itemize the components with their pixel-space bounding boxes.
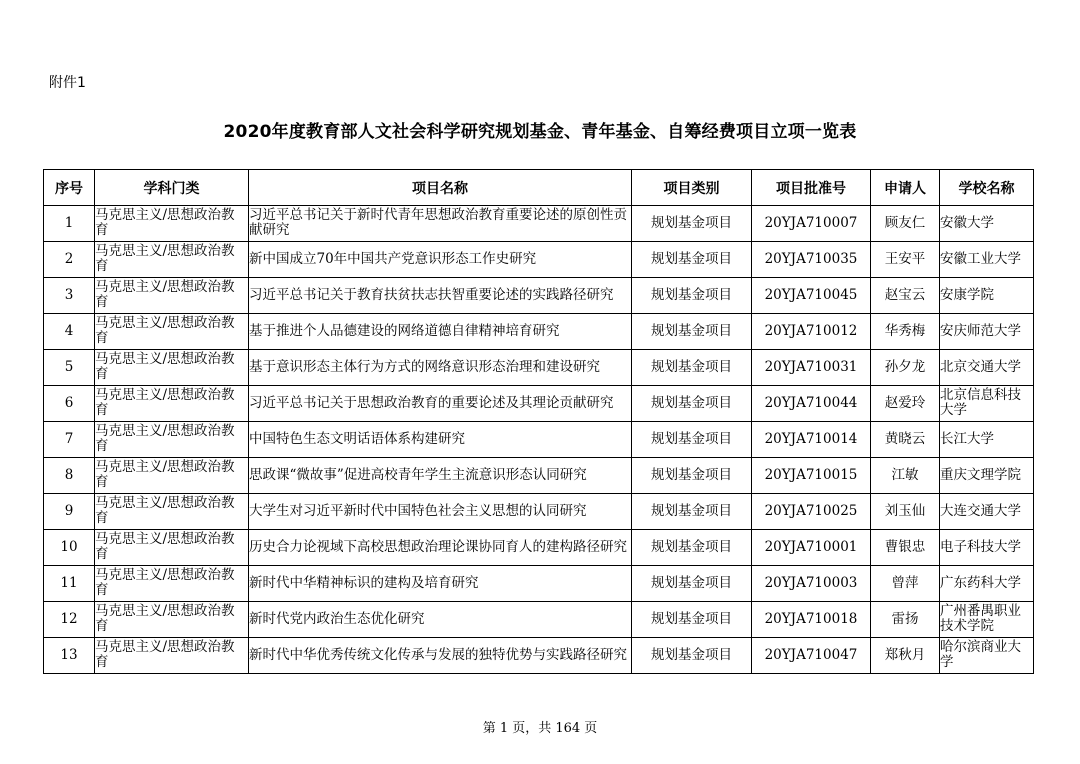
cell-seq-text: 2	[64, 251, 74, 267]
cell-approval-number	[752, 278, 871, 314]
attachment-label: 附件1	[49, 75, 86, 91]
cell-approval-number	[752, 602, 871, 638]
cell-school-text: 安徽工业大学	[940, 251, 1021, 267]
cell-approval-number-text: 20YJA710018	[764, 611, 858, 627]
cell-approval-number	[752, 494, 871, 530]
cell-seq-text: 8	[64, 467, 74, 483]
cell-seq-text: 13	[60, 647, 78, 663]
cell-project-name	[249, 350, 632, 386]
cell-applicant-text: 赵爱玲	[884, 395, 926, 411]
cell-project-name	[249, 422, 632, 458]
cell-school	[940, 206, 1034, 242]
cell-project-category	[632, 206, 752, 242]
header-applicant: 申请人	[871, 170, 940, 206]
cell-project-category-text: 规划基金项目	[651, 323, 732, 339]
cell-applicant	[871, 386, 940, 422]
cell-approval-number	[752, 566, 871, 602]
cell-applicant	[871, 242, 940, 278]
cell-applicant	[871, 494, 940, 530]
cell-school	[940, 242, 1034, 278]
cell-approval-number	[752, 638, 871, 674]
cell-applicant-text: 刘玉仙	[884, 503, 926, 519]
cell-project-name	[249, 602, 632, 638]
cell-approval-number-text: 20YJA710047	[764, 647, 858, 663]
cell-project-name	[249, 206, 632, 242]
table-row	[44, 638, 1034, 674]
cell-applicant	[871, 278, 940, 314]
cell-seq	[44, 314, 95, 350]
cell-school	[940, 602, 1034, 638]
cell-seq-text: 12	[60, 611, 78, 627]
cell-project-name-text: 新中国成立70年中国共产党意识形态工作史研究	[249, 251, 537, 267]
cell-discipline-text: 马克思主义/思想政治教育	[95, 603, 235, 634]
cell-applicant-text: 华秀梅	[884, 323, 926, 339]
cell-project-name-text: 习近平总书记关于教育扶贫扶志扶智重要论述的实践路径研究	[249, 287, 614, 303]
cell-project-category	[632, 566, 752, 602]
cell-applicant	[871, 638, 940, 674]
cell-project-name	[249, 530, 632, 566]
cell-seq	[44, 278, 95, 314]
cell-school	[940, 386, 1034, 422]
cell-project-category-text: 规划基金项目	[651, 467, 732, 483]
cell-discipline	[95, 638, 249, 674]
cell-project-category	[632, 458, 752, 494]
cell-project-category-text: 规划基金项目	[651, 611, 732, 627]
cell-applicant-text: 曹银忠	[884, 539, 926, 555]
header-school: 学校名称	[940, 170, 1034, 206]
cell-applicant	[871, 206, 940, 242]
cell-discipline	[95, 314, 249, 350]
cell-project-category-text: 规划基金项目	[651, 395, 732, 411]
cell-project-category	[632, 314, 752, 350]
cell-project-category-text: 规划基金项目	[651, 359, 732, 375]
cell-applicant	[871, 530, 940, 566]
cell-discipline	[95, 422, 249, 458]
cell-project-category-text: 规划基金项目	[651, 575, 732, 591]
cell-seq	[44, 494, 95, 530]
cell-approval-number-text: 20YJA710012	[764, 323, 858, 339]
cell-discipline	[95, 278, 249, 314]
project-table	[43, 169, 1034, 674]
cell-project-category	[632, 602, 752, 638]
cell-project-name-text: 新时代中华精神标识的建构及培育研究	[249, 575, 479, 591]
header-project-category: 项目类别	[632, 170, 752, 206]
cell-discipline	[95, 458, 249, 494]
cell-discipline	[95, 350, 249, 386]
cell-project-name-text: 大学生对习近平新时代中国特色社会主义思想的认同研究	[249, 503, 587, 519]
cell-approval-number-text: 20YJA710001	[764, 539, 858, 555]
cell-applicant-text: 雷扬	[891, 611, 919, 627]
cell-approval-number-text: 20YJA710015	[764, 467, 858, 483]
cell-discipline	[95, 602, 249, 638]
cell-applicant-text: 江敏	[891, 467, 919, 483]
cell-discipline-text: 马克思主义/思想政治教育	[95, 207, 235, 238]
cell-project-category	[632, 278, 752, 314]
cell-project-name-text: 中国特色生态文明话语体系构建研究	[249, 431, 465, 447]
cell-applicant	[871, 566, 940, 602]
cell-school	[940, 458, 1034, 494]
cell-approval-number	[752, 242, 871, 278]
cell-project-category-text: 规划基金项目	[651, 431, 732, 447]
cell-approval-number	[752, 386, 871, 422]
cell-seq	[44, 638, 95, 674]
cell-seq-text: 9	[64, 503, 74, 519]
cell-project-category-text: 规划基金项目	[651, 503, 732, 519]
cell-project-name	[249, 494, 632, 530]
cell-applicant-text: 黄晓云	[884, 431, 926, 447]
cell-seq-text: 5	[64, 359, 74, 375]
cell-discipline	[95, 530, 249, 566]
cell-approval-number	[752, 350, 871, 386]
table-row	[44, 422, 1034, 458]
cell-applicant-text: 顾友仁	[884, 215, 926, 231]
cell-applicant	[871, 422, 940, 458]
cell-seq-text: 6	[64, 395, 74, 411]
cell-project-name	[249, 278, 632, 314]
cell-project-name	[249, 638, 632, 674]
table-row	[44, 530, 1034, 566]
cell-applicant-text: 王安平	[884, 251, 926, 267]
header-approval-number: 项目批准号	[752, 170, 871, 206]
cell-discipline	[95, 206, 249, 242]
table-row	[44, 278, 1034, 314]
cell-school	[940, 566, 1034, 602]
header-discipline: 学科门类	[95, 170, 249, 206]
cell-school-text: 重庆文理学院	[940, 467, 1021, 483]
cell-discipline-text: 马克思主义/思想政治教育	[95, 279, 235, 310]
cell-seq-text: 3	[64, 287, 74, 303]
table-row	[44, 494, 1034, 530]
cell-project-category-text: 规划基金项目	[651, 647, 732, 663]
cell-seq	[44, 458, 95, 494]
page-footer: 第 1 页，共 164 页	[482, 721, 598, 736]
cell-project-category-text: 规划基金项目	[651, 215, 732, 231]
cell-applicant-text: 曾萍	[891, 575, 919, 591]
cell-approval-number-text: 20YJA710035	[764, 251, 858, 267]
cell-school-text: 电子科技大学	[940, 539, 1021, 555]
cell-project-name-text: 基于推进个人品德建设的网络道德自律精神培育研究	[249, 323, 560, 339]
cell-approval-number-text: 20YJA710045	[764, 287, 858, 303]
cell-school	[940, 638, 1034, 674]
cell-project-name-text: 新时代党内政治生态优化研究	[249, 611, 425, 627]
cell-seq-text: 4	[64, 323, 74, 339]
cell-discipline-text: 马克思主义/思想政治教育	[95, 315, 235, 346]
cell-applicant	[871, 602, 940, 638]
cell-project-name	[249, 314, 632, 350]
cell-seq	[44, 602, 95, 638]
cell-school	[940, 530, 1034, 566]
cell-approval-number	[752, 422, 871, 458]
cell-project-category	[632, 638, 752, 674]
cell-approval-number-text: 20YJA710007	[764, 215, 858, 231]
cell-school-text: 大连交通大学	[940, 503, 1021, 519]
cell-project-category	[632, 422, 752, 458]
header-seq: 序号	[44, 170, 95, 206]
cell-school-text: 长江大学	[940, 431, 994, 447]
cell-discipline-text: 马克思主义/思想政治教育	[95, 387, 235, 418]
cell-applicant-text: 赵宝云	[884, 287, 926, 303]
cell-approval-number	[752, 314, 871, 350]
table-row	[44, 386, 1034, 422]
cell-school-text: 安徽大学	[940, 215, 994, 231]
cell-seq-text: 10	[60, 539, 78, 555]
cell-school-text: 广州番禺职业技术学院	[940, 603, 1021, 634]
table-row	[44, 458, 1034, 494]
cell-seq	[44, 206, 95, 242]
cell-school-text: 安康学院	[940, 287, 994, 303]
cell-applicant-text: 孙夕龙	[884, 359, 926, 375]
cell-approval-number-text: 20YJA710025	[764, 503, 858, 519]
cell-school-text: 北京信息科技大学	[940, 387, 1021, 418]
table-row	[44, 350, 1034, 386]
cell-project-category	[632, 242, 752, 278]
header-project-name: 项目名称	[249, 170, 632, 206]
table-row	[44, 242, 1034, 278]
cell-project-category-text: 规划基金项目	[651, 287, 732, 303]
cell-project-category	[632, 350, 752, 386]
table-row	[44, 314, 1034, 350]
cell-project-name	[249, 458, 632, 494]
cell-discipline-text: 马克思主义/思想政治教育	[95, 423, 235, 454]
cell-approval-number	[752, 206, 871, 242]
cell-seq	[44, 242, 95, 278]
cell-approval-number-text: 20YJA710044	[764, 395, 858, 411]
cell-project-category	[632, 494, 752, 530]
cell-approval-number	[752, 458, 871, 494]
cell-school	[940, 278, 1034, 314]
cell-project-name	[249, 242, 632, 278]
cell-seq	[44, 422, 95, 458]
cell-seq-text: 11	[60, 575, 78, 591]
cell-discipline-text: 马克思主义/思想政治教育	[95, 495, 235, 526]
cell-seq	[44, 530, 95, 566]
cell-seq-text: 7	[64, 431, 74, 447]
cell-project-name-text: 习近平总书记关于新时代青年思想政治教育重要论述的原创性贡献研究	[249, 207, 627, 238]
cell-project-category	[632, 386, 752, 422]
cell-project-name-text: 新时代中华优秀传统文化传承与发展的独特优势与实践路径研究	[249, 647, 627, 663]
cell-school-text: 安庆师范大学	[940, 323, 1021, 339]
cell-project-name	[249, 386, 632, 422]
cell-school-text: 哈尔滨商业大学	[940, 639, 1021, 670]
cell-school	[940, 422, 1034, 458]
cell-approval-number-text: 20YJA710003	[764, 575, 858, 591]
cell-approval-number-text: 20YJA710014	[764, 431, 858, 447]
cell-school	[940, 494, 1034, 530]
cell-applicant-text: 郑秋月	[884, 647, 926, 663]
cell-applicant	[871, 350, 940, 386]
cell-discipline-text: 马克思主义/思想政治教育	[95, 639, 235, 670]
table-row	[44, 602, 1034, 638]
cell-discipline	[95, 494, 249, 530]
cell-school	[940, 314, 1034, 350]
table-row	[44, 566, 1034, 602]
cell-applicant	[871, 458, 940, 494]
cell-project-name	[249, 566, 632, 602]
cell-discipline	[95, 566, 249, 602]
cell-discipline-text: 马克思主义/思想政治教育	[95, 567, 235, 598]
cell-project-name-text: 习近平总书记关于思想政治教育的重要论述及其理论贡献研究	[249, 395, 614, 411]
cell-discipline-text: 马克思主义/思想政治教育	[95, 243, 235, 274]
cell-project-name-text: 历史合力论视域下高校思想政治理论课协同育人的建构路径研究	[249, 539, 627, 555]
cell-applicant	[871, 314, 940, 350]
cell-project-category	[632, 530, 752, 566]
cell-approval-number	[752, 530, 871, 566]
document-title: 2020年度教育部人文社会科学研究规划基金、青年基金、自筹经费项目立项一览表	[223, 122, 857, 142]
cell-discipline-text: 马克思主义/思想政治教育	[95, 459, 235, 490]
cell-project-name-text: 思政课“微故事”促进高校青年学生主流意识形态认同研究	[249, 467, 587, 483]
cell-school-text: 广东药科大学	[940, 575, 1021, 591]
table-header-row	[44, 170, 1034, 206]
cell-project-category-text: 规划基金项目	[651, 539, 732, 555]
cell-seq	[44, 386, 95, 422]
cell-discipline	[95, 386, 249, 422]
cell-seq	[44, 350, 95, 386]
cell-project-name-text: 基于意识形态主体行为方式的网络意识形态治理和建设研究	[249, 359, 600, 375]
cell-school	[940, 350, 1034, 386]
cell-seq-text: 1	[64, 215, 74, 231]
cell-seq	[44, 566, 95, 602]
cell-project-category-text: 规划基金项目	[651, 251, 732, 267]
cell-discipline-text: 马克思主义/思想政治教育	[95, 351, 235, 382]
cell-school-text: 北京交通大学	[940, 359, 1021, 375]
cell-discipline	[95, 242, 249, 278]
cell-approval-number-text: 20YJA710031	[764, 359, 858, 375]
table-row	[44, 206, 1034, 242]
cell-discipline-text: 马克思主义/思想政治教育	[95, 531, 235, 562]
